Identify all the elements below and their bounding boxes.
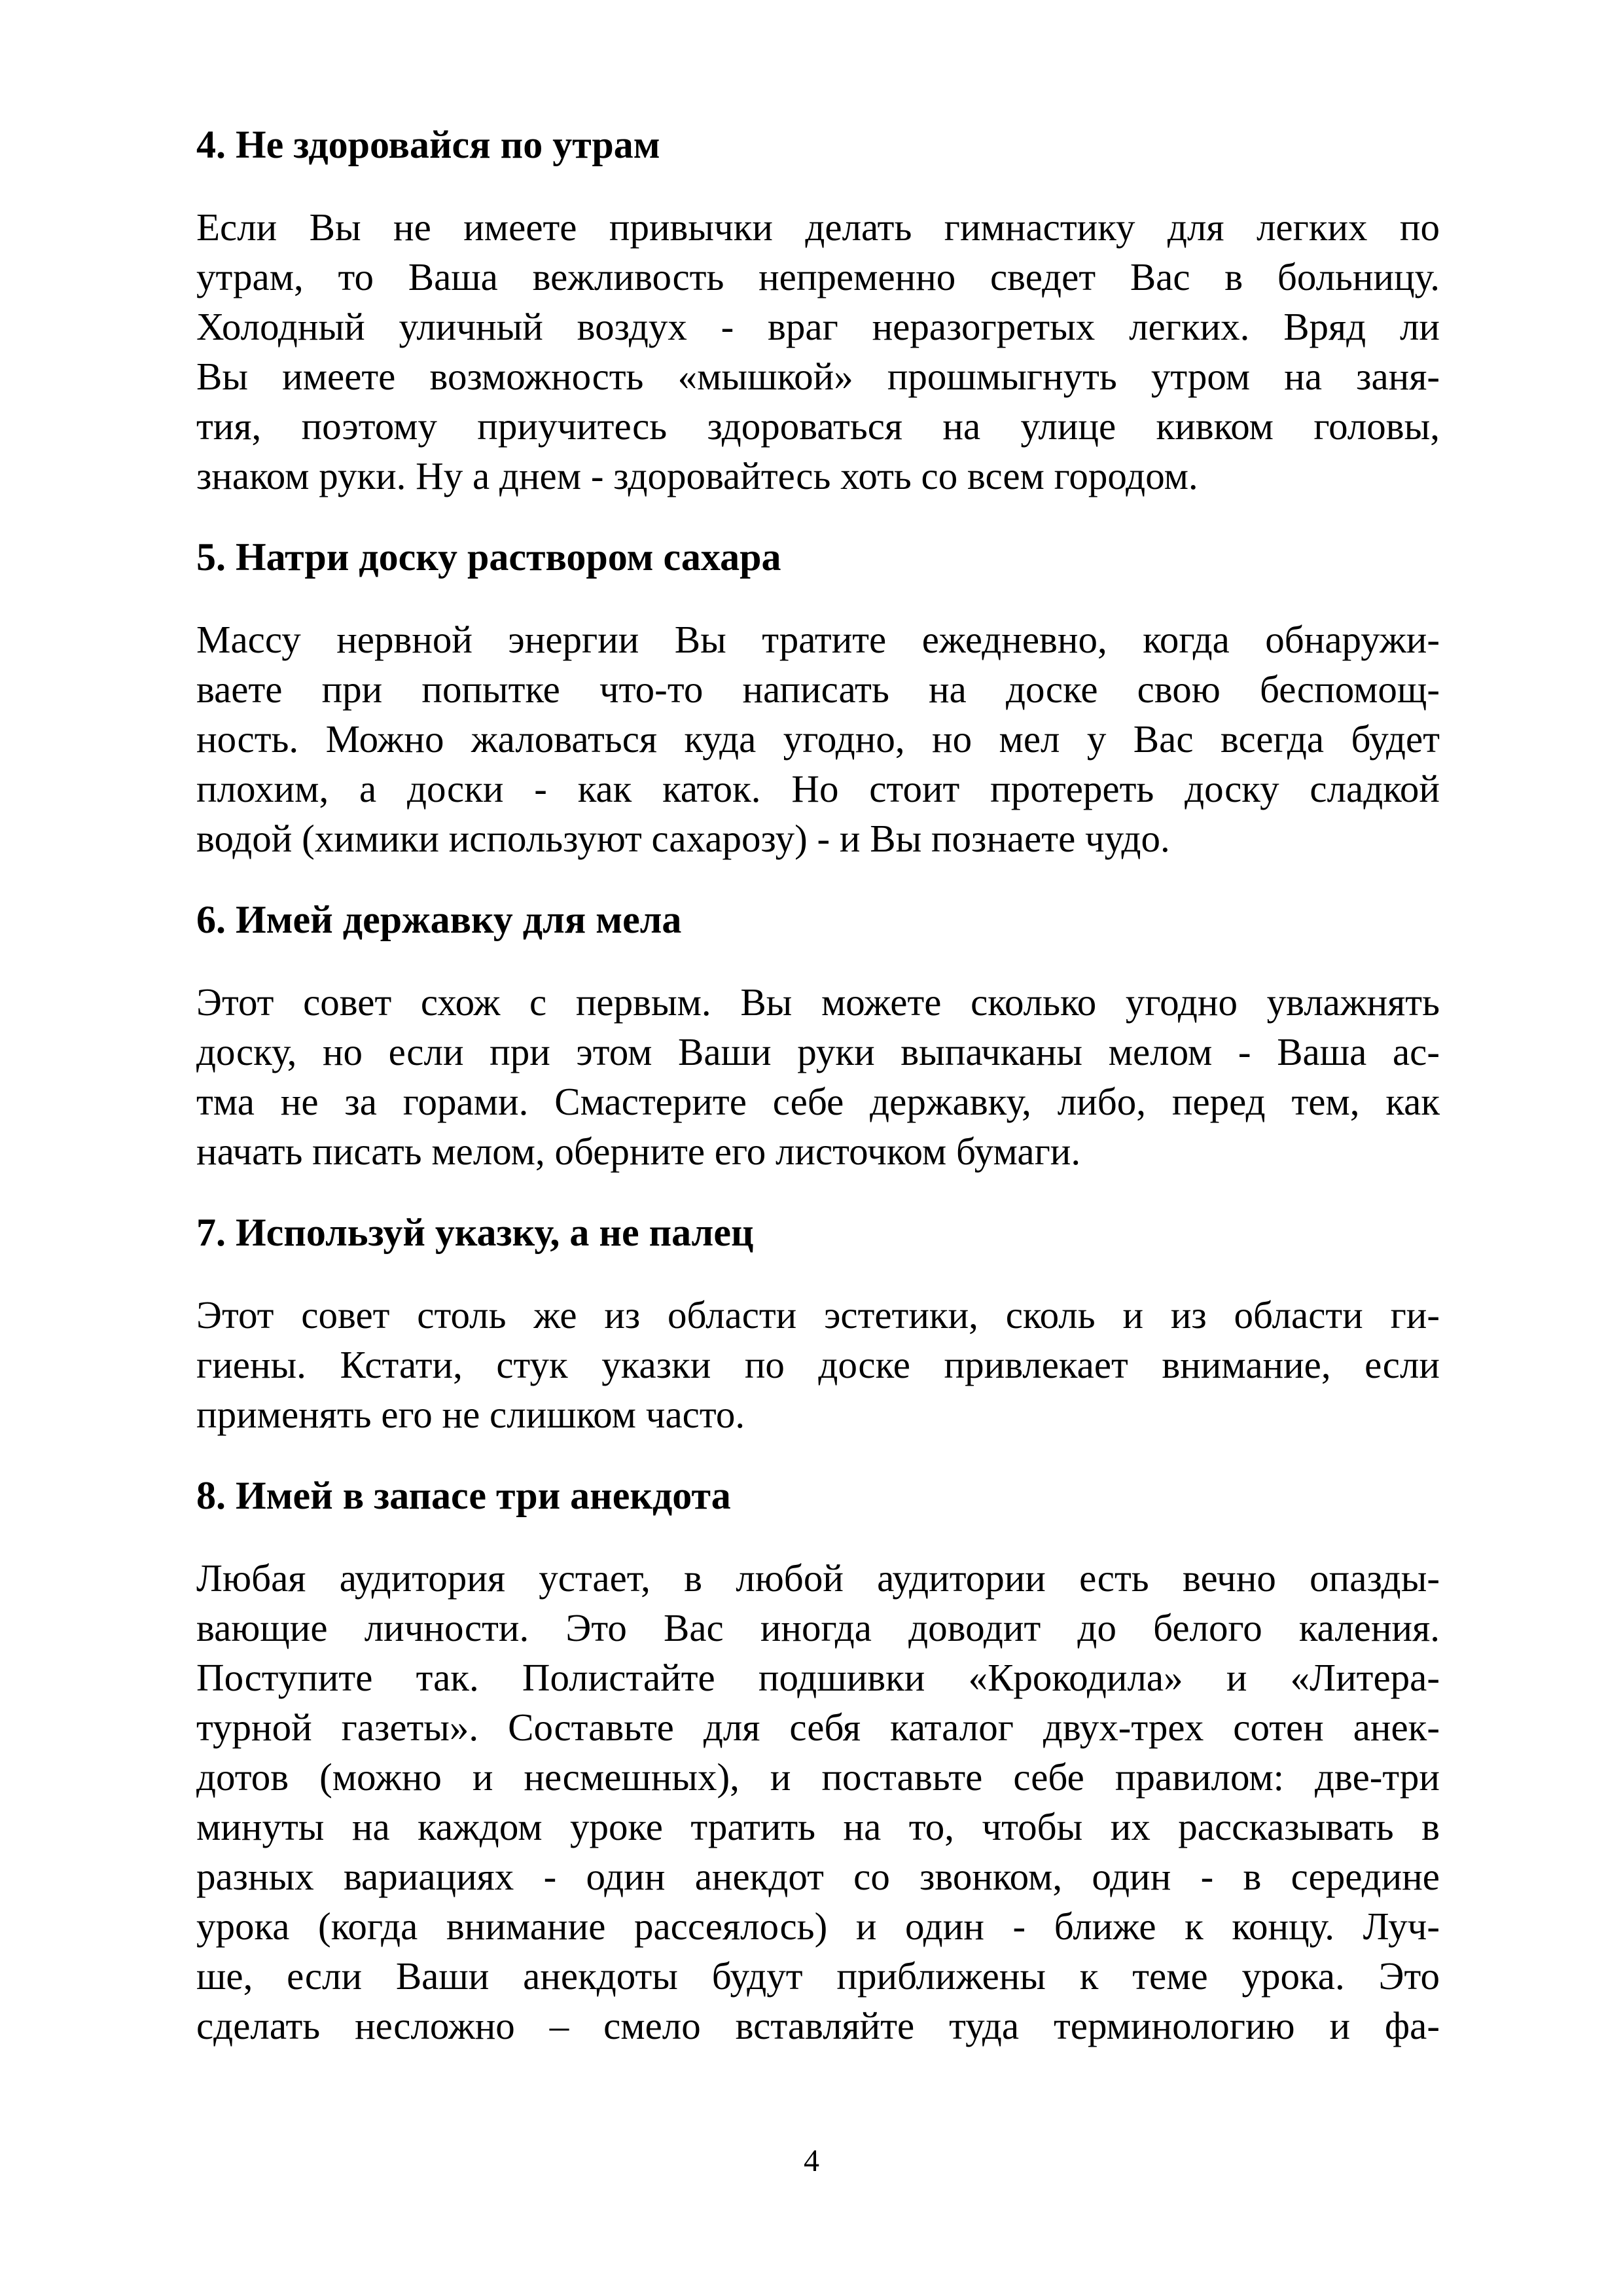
- section-paragraph: [196, 202, 1440, 501]
- text-line: доску, но если при этом Ваши руки выпачканы мелом - Ваша ас-: [196, 1030, 1440, 1073]
- text-line: начать писать мелом, оберните его листочком бумаги.: [196, 1130, 1081, 1173]
- text-line: тма не за горами. Смастерите себе державку, либо, перед тем, как: [196, 1080, 1440, 1123]
- section-paragraph: [196, 1553, 1440, 2051]
- section-heading: 4. Не здоровайся по утрам: [196, 123, 660, 166]
- text-line: тия, поэтому приучитесь здороваться на улице кивком головы,: [196, 404, 1440, 448]
- section-heading: 5. Натри доску раствором сахара: [196, 535, 781, 579]
- section-6: [196, 895, 1440, 1176]
- section-8: [196, 1471, 1440, 2051]
- text-line: применять его не слишком часто.: [196, 1393, 745, 1436]
- page-content: [196, 120, 1440, 2082]
- text-line: Любая аудитория устает, в любой аудитории есть вечно опазды-: [196, 1556, 1440, 1600]
- section-heading: 7. Используй указку, а не палец: [196, 1211, 754, 1254]
- section-7: [196, 1208, 1440, 1439]
- text-line: вающие личности. Это Вас иногда доводит до белого каления.: [196, 1606, 1440, 1649]
- page-number: 4: [804, 2144, 819, 2178]
- text-line: утрам, то Ваша вежливость непременно сведет Вас в больницу.: [196, 255, 1440, 298]
- text-line: водой (химики используют сахарозу) - и Вы познаете чудо.: [196, 817, 1170, 860]
- text-line: Этот совет схож с первым. Вы можете сколько угодно увлажнять: [196, 980, 1440, 1024]
- text-line: Если Вы не имеете привычки делать гимнастику для легких по: [196, 206, 1440, 249]
- text-line: ше, если Ваши анекдоты будут приближены к теме урока. Это: [196, 1954, 1440, 1998]
- section-5: [196, 532, 1440, 863]
- section-paragraph: [196, 977, 1440, 1176]
- text-line: ваете при попытке что-то написать на доске свою беспомощ-: [196, 668, 1440, 711]
- text-line: сделать несложно – смело вставляйте туда терминологию и фа-: [196, 2004, 1440, 2047]
- text-line: знаком руки. Ну а днем - здоровайтесь хоть со всем городом.: [196, 454, 1198, 497]
- text-line: дотов (можно и несмешных), и поставьте себе правилом: две-три: [196, 1755, 1440, 1799]
- text-line: ность. Можно жаловаться куда угодно, но мел у Вас всегда будет: [196, 717, 1440, 761]
- text-line: Массу нервной энергии Вы тратите ежедневно, когда обнаружи-: [196, 618, 1440, 661]
- text-line: Поступите так. Полистайте подшивки «Крокодила» и «Литера-: [196, 1656, 1440, 1699]
- text-line: Холодный уличный воздух - враг неразогретых легких. Вряд ли: [196, 305, 1440, 348]
- text-line: Этот совет столь же из области эстетики, сколь и из области ги-: [196, 1293, 1440, 1336]
- section-heading: 8. Имей в запасе три анекдота: [196, 1474, 731, 1517]
- section-paragraph: [196, 1290, 1440, 1439]
- text-line: турной газеты». Составьте для себя каталог двух-трех сотен анек-: [196, 1706, 1440, 1749]
- text-line: плохим, а доски - как каток. Но стоит протереть доску сладкой: [196, 767, 1440, 810]
- text-line: минуты на каждом уроке тратить на то, чтобы их рассказывать в: [196, 1805, 1440, 1848]
- text-line: урока (когда внимание рассеялось) и один - ближе к концу. Луч-: [196, 1905, 1440, 1948]
- section-4: [196, 120, 1440, 501]
- section-heading: 6. Имей державку для мела: [196, 898, 682, 941]
- section-paragraph: [196, 615, 1440, 863]
- text-line: гиены. Кстати, стук указки по доске привлекает внимание, если: [196, 1343, 1440, 1386]
- text-line: Вы имеете возможность «мышкой» прошмыгнуть утром на заня-: [196, 355, 1440, 398]
- text-line: разных вариациях - один анекдот со звонком, один - в середине: [196, 1855, 1440, 1898]
